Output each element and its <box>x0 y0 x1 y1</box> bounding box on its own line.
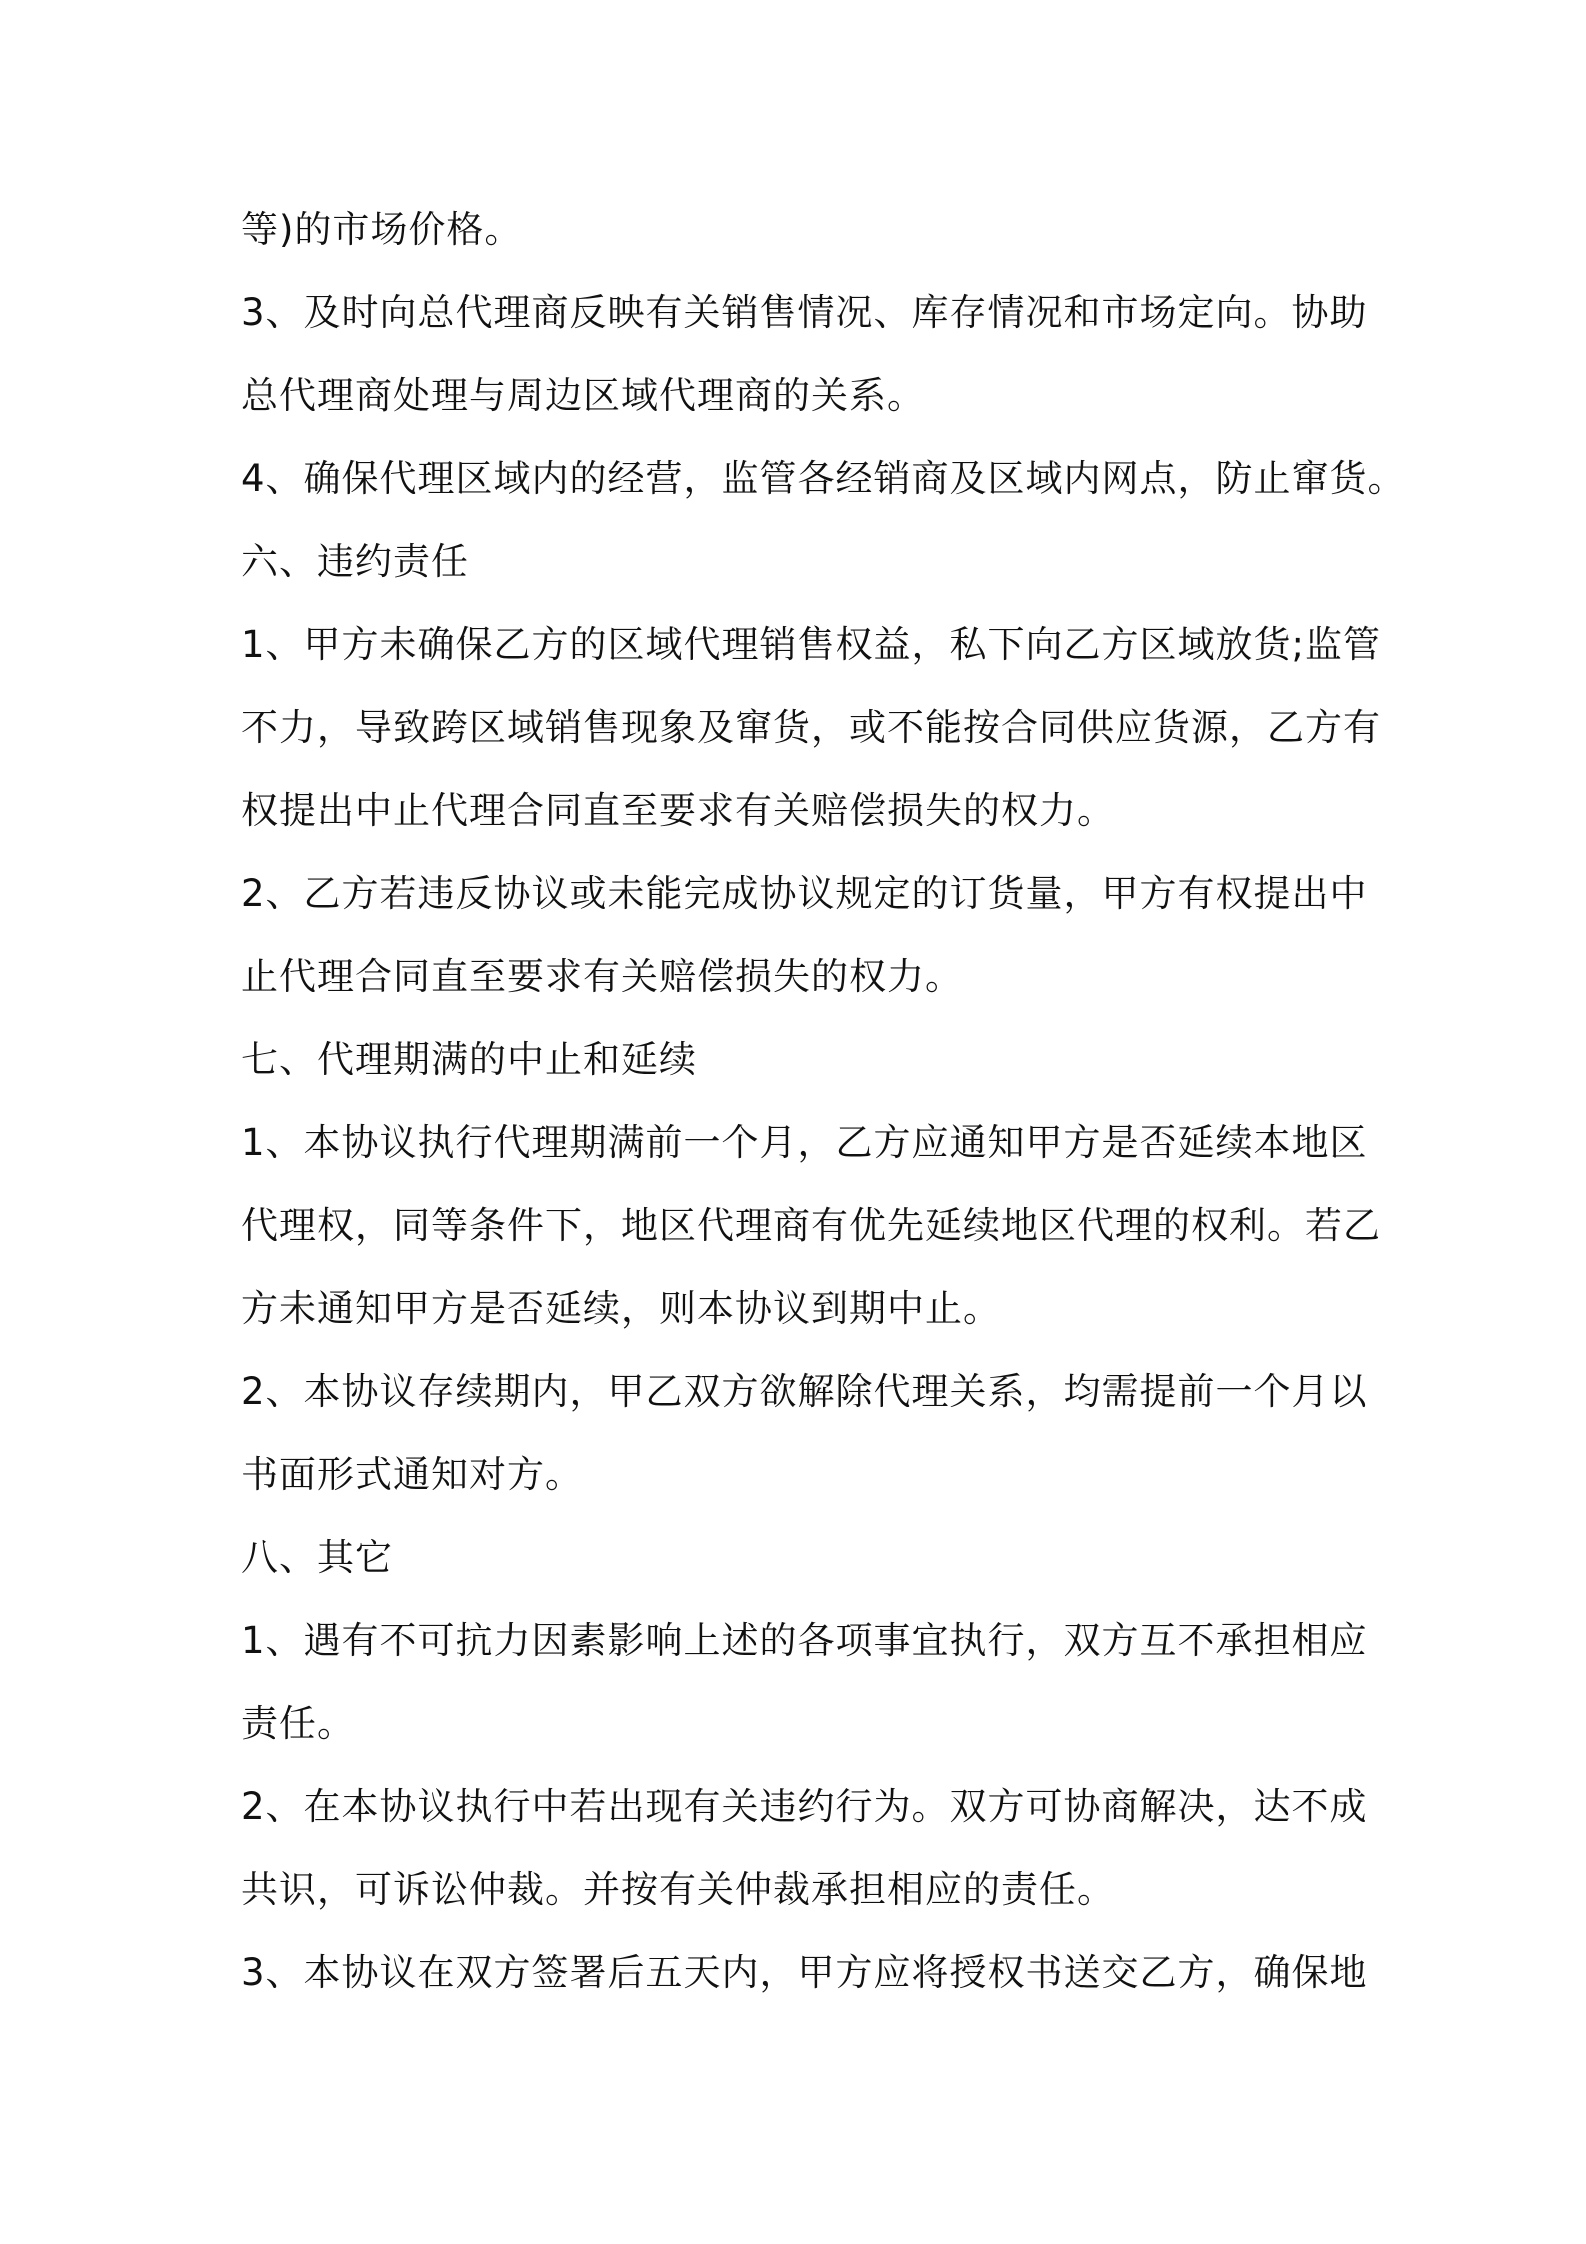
text-line: 总代理商处理与周边区域代理商的关系。 <box>241 374 925 417</box>
text-line: 等)的市场价格。 <box>241 208 523 251</box>
text-line: 权提出中止代理合同直至要求有关赔偿损失的权力。 <box>241 789 1115 832</box>
text-line: 2、本协议存续期内，甲乙双方欲解除代理关系，均需提前一个月以 <box>241 1370 1368 1413</box>
text-line: 不力，导致跨区域销售现象及窜货，或不能按合同供应货源，乙方有 <box>241 706 1381 749</box>
text-line: 3、本协议在双方签署后五天内，甲方应将授权书送交乙方，确保地 <box>241 1951 1368 1994</box>
text-line: 责任。 <box>241 1702 355 1745</box>
text-line: 1、遇有不可抗力因素影响上述的各项事宜执行，双方互不承担相应 <box>241 1619 1368 1662</box>
text-line: 止代理合同直至要求有关赔偿损失的权力。 <box>241 955 963 998</box>
section-heading: 七、代理期满的中止和延续 <box>241 1038 697 1081</box>
text-line: 方未通知甲方是否延续，则本协议到期中止。 <box>241 1287 1001 1330</box>
section-heading: 八、其它 <box>241 1536 393 1579</box>
section-heading: 六、违约责任 <box>241 540 469 583</box>
text-line: 2、在本协议执行中若出现有关违约行为。双方可协商解决，达不成 <box>241 1785 1368 1828</box>
text-line: 2、乙方若违反协议或未能完成协议规定的订货量，甲方有权提出中 <box>241 872 1368 915</box>
text-line: 4、确保代理区域内的经营，监管各经销商及区域内网点，防止窜货。 <box>241 457 1406 500</box>
text-line: 3、及时向总代理商反映有关销售情况、库存情况和市场定向。协助 <box>241 291 1368 334</box>
text-line: 书面形式通知对方。 <box>241 1453 583 1496</box>
text-line: 代理权，同等条件下，地区代理商有优先延续地区代理的权利。若乙 <box>241 1204 1381 1247</box>
text-line: 1、本协议执行代理期满前一个月，乙方应通知甲方是否延续本地区 <box>241 1121 1368 1164</box>
text-line: 1、甲方未确保乙方的区域代理销售权益，私下向乙方区域放货;监管 <box>241 623 1382 666</box>
text-line: 共识，可诉讼仲裁。并按有关仲裁承担相应的责任。 <box>241 1868 1115 1911</box>
